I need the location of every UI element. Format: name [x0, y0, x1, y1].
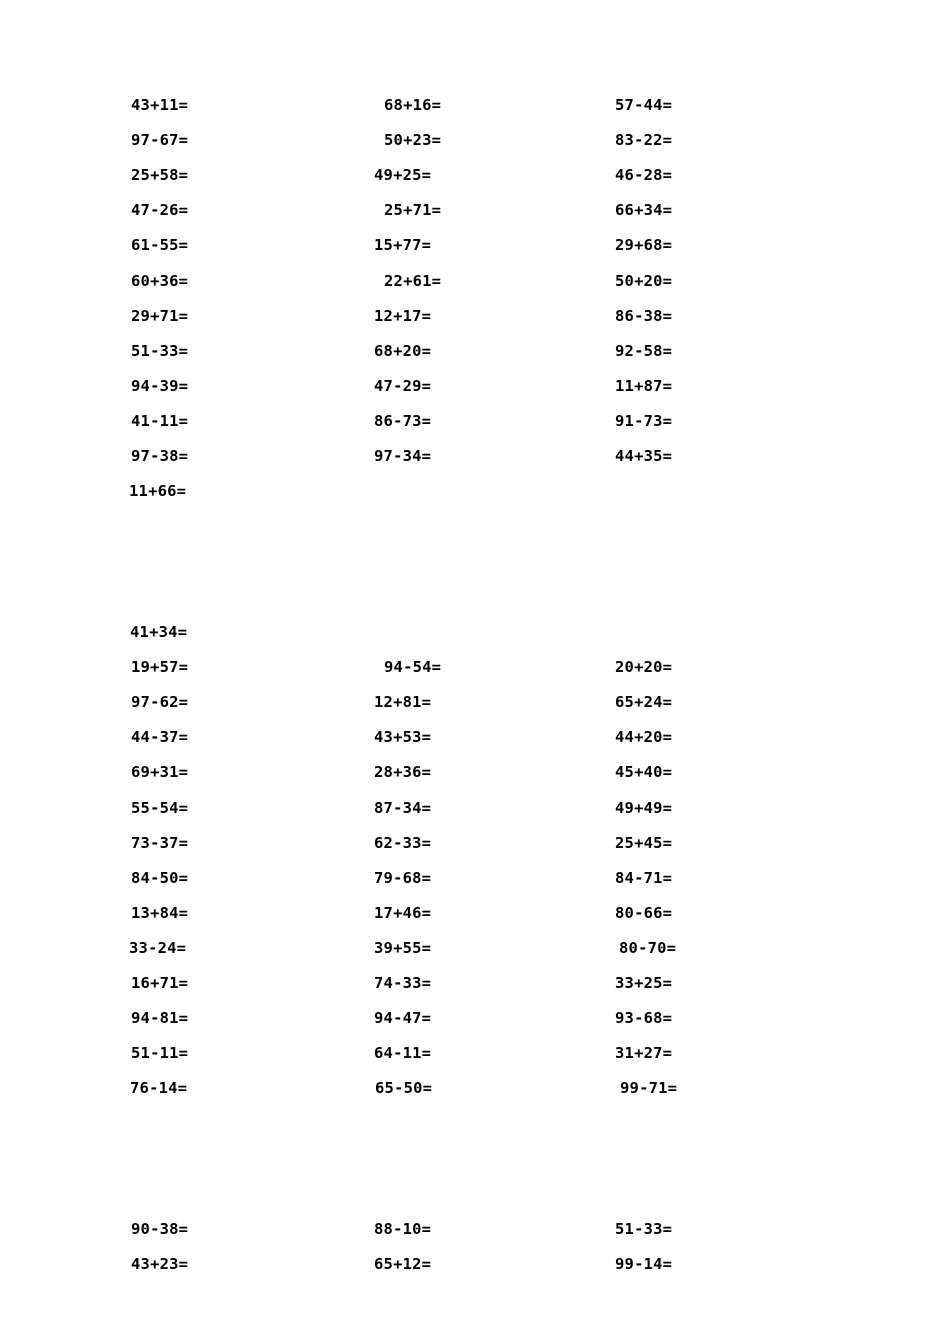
- arithmetic-problem: 47-26=: [131, 201, 189, 220]
- arithmetic-problem: 79-68=: [374, 868, 432, 887]
- arithmetic-problem: 74-33=: [374, 974, 432, 992]
- arithmetic-problem: 97-62=: [131, 693, 189, 712]
- arithmetic-problem: 61-55=: [131, 236, 189, 255]
- arithmetic-problem: 69+31=: [131, 763, 189, 782]
- arithmetic-problem: 51-33=: [131, 341, 189, 360]
- arithmetic-problem: 86-38=: [615, 306, 673, 325]
- arithmetic-problem: 22+61=: [384, 271, 442, 290]
- arithmetic-problem: 29+71=: [131, 306, 189, 325]
- arithmetic-problem: 99-14=: [615, 1255, 673, 1274]
- arithmetic-problem: 68+16=: [384, 96, 442, 114]
- arithmetic-problem: 84-50=: [131, 868, 189, 887]
- arithmetic-problem: 55-54=: [131, 798, 189, 817]
- arithmetic-problem: 94-81=: [131, 1009, 189, 1028]
- arithmetic-problem: 17+46=: [374, 903, 432, 922]
- arithmetic-problem: 44-37=: [131, 728, 189, 747]
- arithmetic-problem: 49+25=: [374, 166, 432, 185]
- arithmetic-problem: 19+57=: [131, 658, 189, 677]
- arithmetic-problem: 33-24=: [129, 938, 187, 957]
- arithmetic-problem: 57-44=: [615, 96, 673, 114]
- arithmetic-problem: 62-33=: [374, 833, 432, 852]
- arithmetic-problem: 73-37=: [131, 833, 189, 852]
- arithmetic-problem: 65+12=: [374, 1255, 432, 1274]
- arithmetic-problem: 16+71=: [131, 974, 189, 992]
- arithmetic-problem: 11+87=: [615, 376, 673, 395]
- arithmetic-problem: 45+40=: [615, 763, 673, 782]
- arithmetic-problem: 68+20=: [374, 341, 432, 360]
- arithmetic-problem: 84-71=: [615, 868, 673, 887]
- arithmetic-problem: 43+11=: [131, 96, 189, 114]
- arithmetic-problem: 12+17=: [374, 306, 432, 325]
- arithmetic-problem: 64-11=: [374, 1044, 432, 1063]
- arithmetic-problem: 43+53=: [374, 728, 432, 747]
- arithmetic-problem: 83-22=: [615, 131, 673, 150]
- arithmetic-problem: 91-73=: [615, 411, 673, 430]
- arithmetic-problem: 25+71=: [384, 201, 442, 220]
- arithmetic-problem: 97-34=: [374, 447, 432, 465]
- arithmetic-problem: 25+45=: [615, 833, 673, 852]
- arithmetic-problem: 39+55=: [374, 938, 432, 957]
- arithmetic-problem: 86-73=: [374, 411, 432, 430]
- arithmetic-problem: 93-68=: [615, 1009, 673, 1028]
- arithmetic-problem: 44+20=: [615, 728, 673, 747]
- arithmetic-problem: 25+58=: [131, 166, 189, 185]
- arithmetic-problem: 46-28=: [615, 166, 673, 185]
- arithmetic-problem: 28+36=: [374, 763, 432, 782]
- arithmetic-problem: 47-29=: [374, 376, 432, 395]
- arithmetic-problem: 92-58=: [615, 341, 673, 360]
- arithmetic-problem: 50+23=: [384, 131, 442, 150]
- arithmetic-problem: 51-33=: [615, 1220, 673, 1238]
- arithmetic-problem: 66+34=: [615, 201, 673, 220]
- arithmetic-problem: 94-39=: [131, 376, 189, 395]
- arithmetic-problem: 49+49=: [615, 798, 673, 817]
- arithmetic-problem: 65+24=: [615, 693, 673, 712]
- arithmetic-problem: 87-34=: [374, 798, 432, 817]
- arithmetic-problem: 31+27=: [615, 1044, 673, 1063]
- arithmetic-problem: 97-67=: [131, 131, 189, 150]
- arithmetic-problem: 43+23=: [131, 1255, 189, 1274]
- arithmetic-problem: 94-47=: [374, 1009, 432, 1028]
- arithmetic-problem: 51-11=: [131, 1044, 189, 1063]
- arithmetic-problem: 15+77=: [374, 236, 432, 255]
- arithmetic-problem: 12+81=: [374, 693, 432, 712]
- arithmetic-problem: 11+66=: [129, 482, 187, 501]
- arithmetic-problem: 80-66=: [615, 903, 673, 922]
- arithmetic-problem: 65-50=: [375, 1079, 433, 1098]
- arithmetic-problem: 90-38=: [131, 1220, 189, 1238]
- arithmetic-problem: 29+68=: [615, 236, 673, 255]
- arithmetic-problem: 94-54=: [384, 658, 442, 677]
- arithmetic-problem: 50+20=: [615, 271, 673, 290]
- arithmetic-problem: 13+84=: [131, 903, 189, 922]
- arithmetic-problem: 41-11=: [131, 411, 189, 430]
- arithmetic-problem: 80-70=: [619, 938, 677, 957]
- arithmetic-problem: 44+35=: [615, 447, 673, 465]
- arithmetic-problem: 97-38=: [131, 447, 189, 465]
- arithmetic-problem: 41+34=: [130, 623, 188, 641]
- arithmetic-problem: 20+20=: [615, 658, 673, 677]
- arithmetic-problem: 76-14=: [130, 1079, 188, 1098]
- arithmetic-problem: 60+36=: [131, 271, 189, 290]
- arithmetic-problem: 99-71=: [620, 1079, 678, 1098]
- arithmetic-problem: 33+25=: [615, 974, 673, 992]
- arithmetic-problem: 88-10=: [374, 1220, 432, 1238]
